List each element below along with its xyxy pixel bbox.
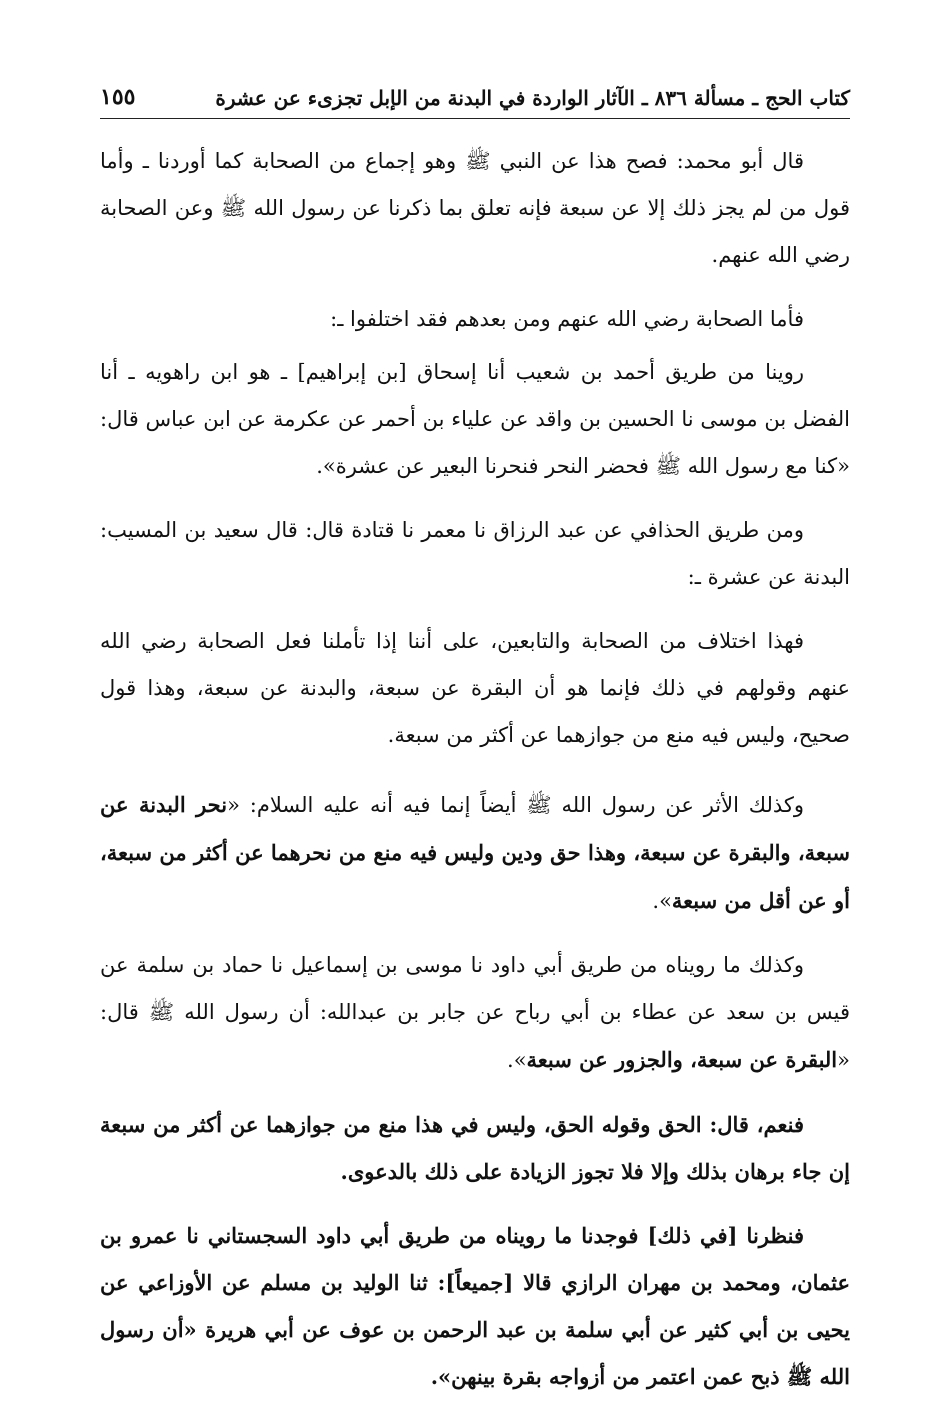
paragraph-difference-analysis: فهذا اختلاف من الصحابة والتابعين، على أننا إذا تأملنا فعل الصحابة رضي الله عنهم وقولهم في ذلك فإنما هو أن البقرة عن سبعة، والبدنة عن سبعة، وهذا قول صحيح، وليس فيه منع من جوازهما عن أكثر من سبعة. [100,629,850,747]
body-text [100,138,850,1417]
page-number: ١٥٥ [100,84,136,110]
jabir-quote: البقرة عن سبعة، والجزور عن سبعة [526,1047,838,1072]
paragraph-prophet-athar [100,781,850,925]
header-title: كتاب الحج ـ مسألة ٨٣٦ ـ الآثار الواردة في البدنة من الإبل تجزىء عن عشرة [215,86,850,110]
paragraph-ibn-musayyib-narration: ومن طريق الحذافي عن عبد الرزاق نا معمر نا قتادة قال: قال سعيد بن المسيب: البدنة عن عشرة ـ: [100,518,850,589]
athar-quote: نحر البدنة عن سبعة، والبقرة عن سبعة، وهذا حق ودين وليس فيه منع من نحرهما عن أكثر من سبعة، أو عن أقل من سبعة [100,792,850,913]
athar-outro: ». [652,889,672,913]
paragraph-companions-differed: فأما الصحابة رضي الله عنهم ومن بعدهم فقد اختلفوا ـ: [330,307,804,331]
paragraph-ibn-abbas-narration: روينا من طريق أحمد بن شعيب أنا إسحاق [بن إبراهيم] ـ هو ابن راهويه ـ أنا الفضل بن موسى نا الحسين بن واقد عن علياء بن أحمر عن عكرمة عن ابن عباس قال: «كنا مع رسول الله ﷺ فحضر النحر فنحرنا البعير عن عشرة». [100,360,850,478]
athar-intro: وكذلك الأثر عن رسول الله ﷺ أيضاً إنما فيه أنه عليه السلام: « [227,793,805,817]
paragraph-jabir-narration [100,942,850,1084]
running-header [100,62,850,119]
jabir-outro: ». [507,1048,527,1072]
paragraph-abu-hurairah-narration: فنظرنا [في ذلك] فوجدنا ما رويناه من طريق أبي داود السجستاني نا عمرو بن عثمان، ومحمد بن مهران الرازي قالا [جميعاً]: ثنا الوليد بن مسلم عن الأوزاعي عن يحيى بن أبي كثير عن أبي سلمة بن عبد الرحمن بن عوف عن أبي هريرة «أن رسول الله ﷺ ذبح عمن اعتمر من أزواجه بقرة بينهن». [100,1223,850,1389]
paragraph-abu-muhammad: قال أبو محمد: فصح هذا عن النبي ﷺ وهو إجماع من الصحابة كما أوردنا ـ وأما قول من لم يجز ذلك إلا عن سبعة فإنه تعلق بما ذكرنا عن رسول الله ﷺ وعن الصحابة رضي الله عنهم. [100,149,850,267]
jabir-intro: وكذلك ما رويناه من طريق أبي داود نا موسى بن إسماعيل نا حماد بن سلمة عن قيس بن سعد عن عطاء بن أبي رباح عن جابر بن عبدالله: أن رسول الله ﷺ قال: « [100,953,850,1072]
paragraph-no-prohibition: فنعم، قال: الحق وقوله الحق، وليس في هذا منع من جوازهما عن أكثر من سبعة إن جاء برهان بذلك وإلا فلا تجوز الزيادة على ذلك بالدعوى. [100,1112,850,1184]
